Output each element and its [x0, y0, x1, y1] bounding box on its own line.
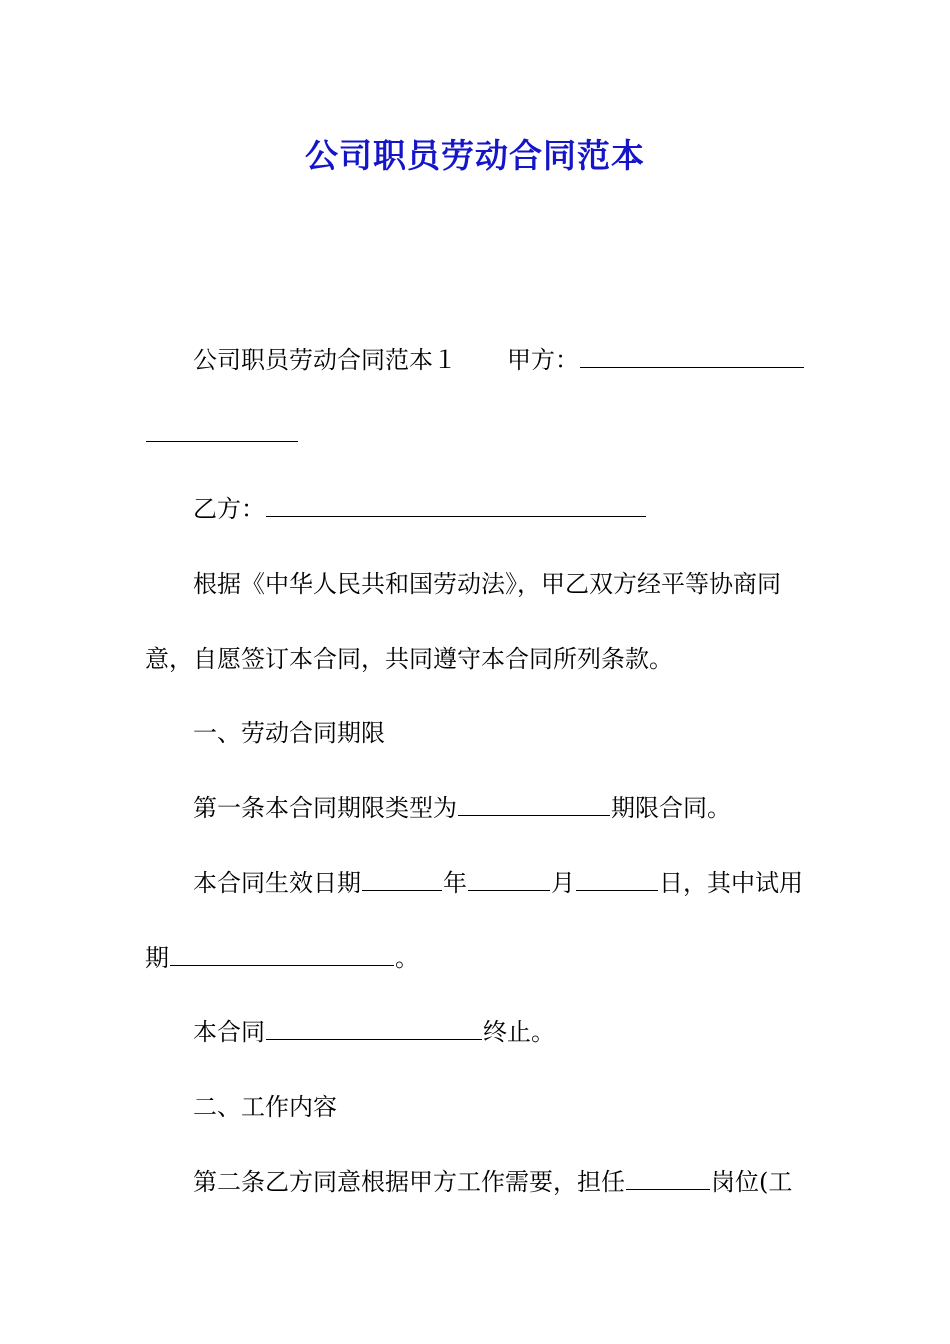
party-a-label: 甲方：	[507, 346, 579, 374]
effective-date-text: 本合同生效日期	[193, 869, 361, 897]
article-1-line	[145, 792, 858, 824]
document-title: 公司职员劳动合同范本	[305, 136, 645, 175]
party-a-continuation	[145, 418, 810, 450]
article-1-text: 第一条本合同期限类型为	[193, 794, 457, 822]
article-2-text: 第二条乙方同意根据甲方工作需要，担任	[193, 1168, 625, 1196]
probation-end: 。	[395, 944, 419, 972]
party-b-line	[145, 493, 858, 525]
party-a-line	[145, 344, 858, 376]
day-blank	[576, 868, 658, 891]
party-b-blank	[266, 494, 646, 517]
year-label: 年	[443, 869, 467, 897]
article-2-suffix: 岗位(工	[711, 1168, 793, 1196]
article-2-line	[145, 1166, 858, 1198]
section-1-heading: 一、劳动合同期限	[193, 719, 385, 747]
effective-date-line	[145, 867, 858, 899]
party-a-blank	[580, 345, 804, 368]
probation-blank	[170, 943, 394, 966]
termination-blank	[266, 1017, 482, 1040]
party-b-label: 乙方：	[193, 495, 265, 523]
party-a-blank-continued	[146, 419, 298, 442]
position-blank	[626, 1167, 710, 1190]
contract-heading: 公司职员劳动合同范本１	[193, 346, 457, 374]
contract-type-blank	[458, 793, 610, 816]
year-blank	[362, 868, 442, 891]
termination-suffix: 终止。	[483, 1018, 555, 1046]
probation-line	[145, 942, 810, 974]
month-label: 月	[551, 869, 575, 897]
day-label: 日，其中试用	[659, 869, 803, 897]
article-1-suffix: 期限合同。	[611, 794, 731, 822]
section-2-heading: 二、工作内容	[193, 1093, 337, 1121]
termination-text: 本合同	[193, 1018, 265, 1046]
probation-text: 期	[145, 944, 169, 972]
month-blank	[468, 868, 550, 891]
law-paragraph-line-1: 根据《中华人民共和国劳动法》，甲乙双方经平等协商同	[193, 570, 781, 598]
termination-line	[145, 1016, 858, 1048]
law-paragraph-line-2: 意，自愿签订本合同，共同遵守本合同所列条款。	[145, 645, 673, 673]
